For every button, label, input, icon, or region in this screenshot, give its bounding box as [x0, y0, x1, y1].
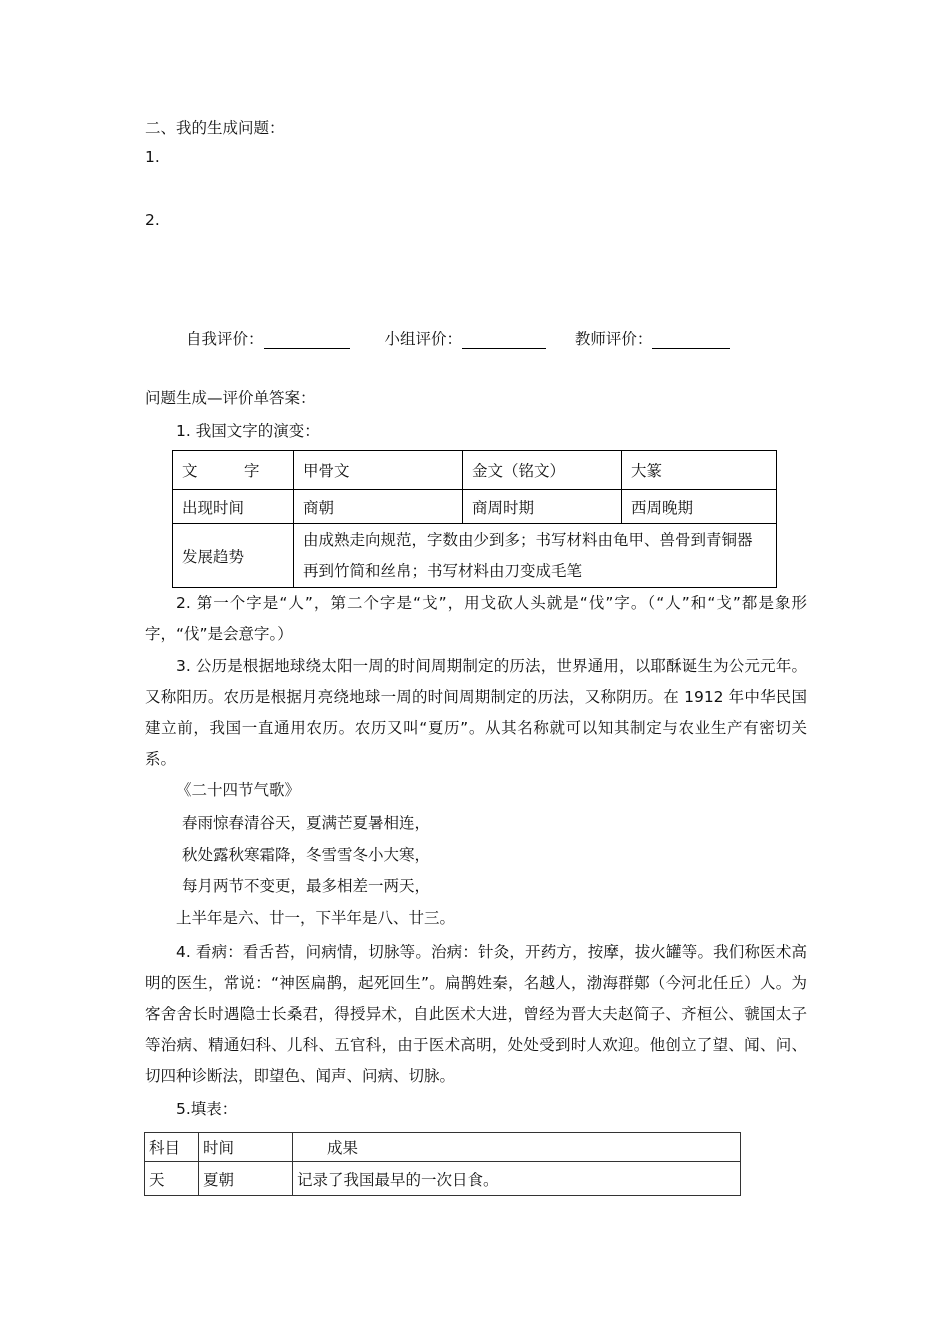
group-eval-label: 小组评价： [384, 330, 462, 348]
self-eval-blank[interactable] [264, 330, 350, 349]
self-eval-label: 自我评价： [186, 330, 264, 348]
song-line: 秋处露秋寒霜降，冬雪雪冬小大寒， [182, 846, 431, 864]
table1-header-cell: 甲骨文 [294, 451, 463, 490]
item3-paragraph: 3. 公历是根据地球绕太阳一周的时间周期制定的历法，世界通用，以耶酥诞生为公元元年。又称阳历。农历是根据月亮绕地球一周的时间周期制定的历法，又称阴历。在 1912 年中华民国建立前，我国一直通用农历。农历又叫“夏历”。从其名称就可以知其制定与农业生产有密切关系。 [145, 657, 807, 768]
table2-header-cell: 成果 [293, 1133, 741, 1162]
question-2-label: 2. [145, 211, 160, 229]
table2-header-cell: 时间 [199, 1133, 293, 1162]
song-line: 春雨惊春清谷天，夏满芒夏暑相连， [182, 814, 431, 832]
item2-paragraph: 2. 第一个字是“人”，第二个字是“戈”，用戈砍人头就是“伐”字。（“人”和“戈”都是象形字，“伐”是会意字。） [145, 594, 807, 643]
table2-header-cell: 科目 [145, 1133, 199, 1162]
group-eval-blank[interactable] [462, 330, 546, 349]
item1-title: 1. 我国文字的演变： [176, 422, 320, 440]
table2-cell: 天 [145, 1162, 199, 1196]
teacher-eval-label: 教师评价： [574, 330, 653, 348]
song-line: 每月两节不变更，最多相差一两天， [182, 877, 431, 895]
evaluation-row [186, 327, 730, 349]
song-line: 上半年是六、廿一，下半年是八、廿三。 [176, 909, 456, 927]
table1-header-cell: 金文（铭文） [463, 451, 622, 490]
table2-cell: 夏朝 [199, 1162, 293, 1196]
table1-cell: 发展趋势 [173, 524, 294, 588]
table1-cell: 商周时期 [463, 490, 622, 524]
table1-header-cell: 文 字 [173, 451, 294, 490]
table1-cell: 商朝 [294, 490, 463, 524]
question-1-label: 1. [145, 148, 160, 166]
table1-cell: 出现时间 [173, 490, 294, 524]
song-title: 《二十四节气歌》 [176, 781, 301, 799]
table1-cell: 西周晚期 [622, 490, 777, 524]
table2-cell: 记录了我国最早的一次日食。 [293, 1162, 741, 1196]
teacher-eval-blank[interactable] [652, 330, 730, 349]
table1-trend-cell: 由成熟走向规范，字数由少到多；书写材料由龟甲、兽骨到青铜器再到竹简和丝帛；书写材料由刀变成毛笔 [294, 524, 777, 588]
writing-evolution-table [172, 450, 777, 588]
answers-title: 问题生成—评价单答案： [145, 389, 316, 407]
item5-title: 5.填表： [176, 1100, 238, 1118]
item4-paragraph: 4. 看病：看舌苔，问病情，切脉等。治病：针灸，开药方，按摩，拔火罐等。我们称医术高明的医生，常说：“神医扁鹊，起死回生”。扁鹊姓秦，名越人，渤海群鄚（今河北任丘）人。为客舍舍长时遇隐士长桑君，得授异术，自此医术大进，曾经为晋大夫赵简子、齐桓公、虢国太子等治病、精通妇科、儿科、五官科，由于医术高明，处处受到时人欢迎。他创立了望、闻、问、切四种诊断法，即望色、闻声、问病、切脉。 [145, 943, 807, 1085]
table1-header-cell: 大篆 [622, 451, 777, 490]
section-heading: 二、我的生成问题： [145, 119, 285, 137]
fill-table [144, 1132, 741, 1196]
